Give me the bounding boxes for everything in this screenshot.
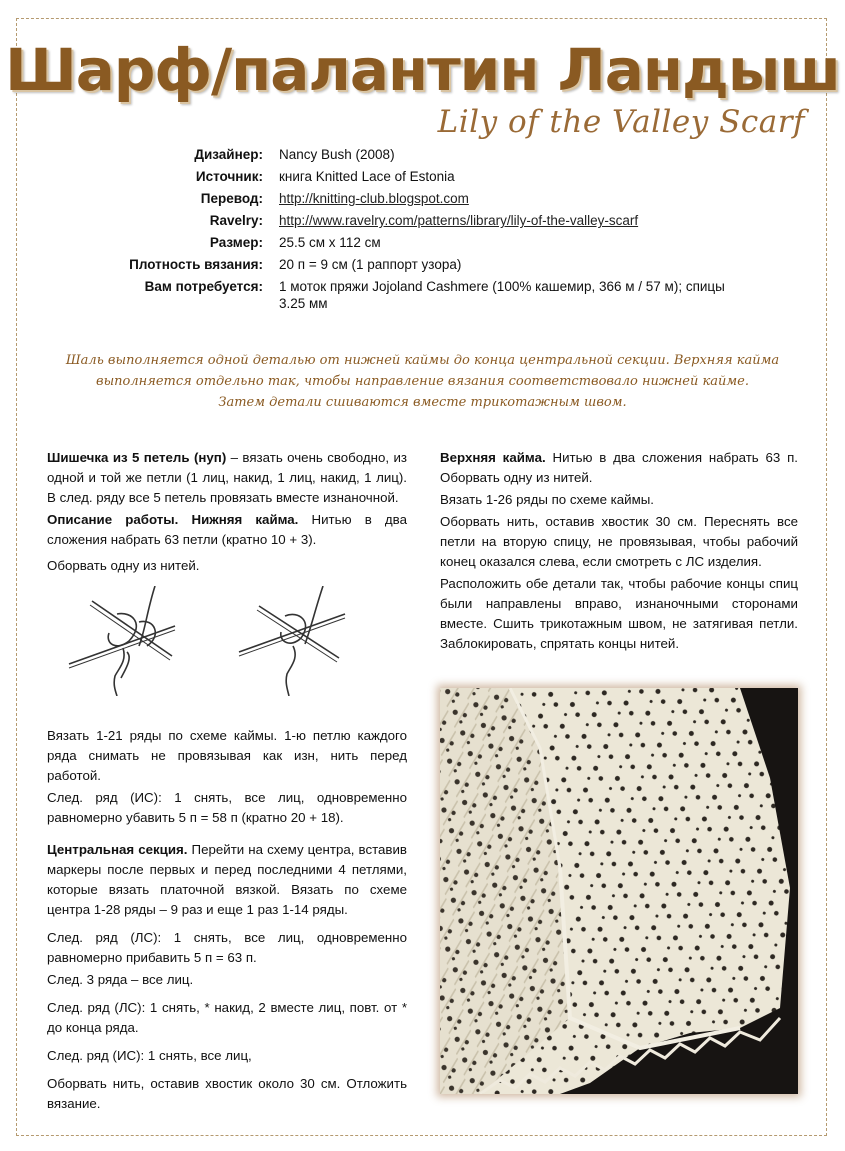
info-label: Плотность вязания: bbox=[129, 257, 263, 272]
nup-heading: Шишечка из 5 петель (нуп) bbox=[47, 450, 227, 465]
page-title: Шарф/палантин Ландыш bbox=[5, 36, 840, 104]
intro-text bbox=[40, 350, 805, 413]
info-value: книга Knitted Lace of Estonia bbox=[279, 169, 455, 184]
central-paragraph bbox=[47, 840, 407, 920]
info-label: Ravelry: bbox=[209, 213, 263, 228]
ravelry-link[interactable]: http://www.ravelry.com/patterns/library/lily-of-the-valley-scarf bbox=[279, 213, 639, 228]
translation-link[interactable]: http://knitting-club.blogspot.com bbox=[279, 191, 469, 206]
scarf-image-icon bbox=[440, 688, 798, 1094]
central-heading: Центральная секция. bbox=[47, 842, 188, 857]
top-border-paragraph bbox=[440, 448, 798, 488]
info-value: Nancy Bush (2008) bbox=[279, 147, 395, 162]
info-row-source bbox=[0, 168, 845, 185]
top-rows-paragraph: Вязать 1-26 ряды по схеме каймы. bbox=[440, 492, 654, 507]
info-label: Размер: bbox=[209, 235, 263, 250]
info-label: Дизайнер: bbox=[194, 147, 263, 162]
info-value: 25.5 см х 112 см bbox=[279, 235, 381, 250]
needle-diagram-icon bbox=[47, 586, 407, 696]
intro-line: Шаль выполняется одной деталью от нижней каймы до конца центральной секции. Верхняя кайма bbox=[65, 353, 780, 368]
knit-rows-paragraph: След. 3 ряда – все лиц. bbox=[47, 972, 194, 987]
top-border-heading: Верхняя кайма. bbox=[440, 450, 546, 465]
intro-line: выполняется отдельно так, чтобы направление вязания соответствовало нижней кайме. bbox=[96, 374, 749, 389]
nup-paragraph bbox=[47, 448, 407, 508]
info-label: Источник: bbox=[195, 169, 263, 184]
finish-paragraph: Оборвать нить, оставив хвостик около 30 см. Отложить вязание. bbox=[47, 1076, 407, 1111]
central-text: Перейти на схему центра, вставив маркеры после первых и перед последними 4 петлями, которые вязать платочной вязкой. Вязать по схеме центра 1-28 ряды – 9 раз и еще 1 раз 1-14 ряды. bbox=[47, 842, 407, 917]
yo-row-paragraph: След. ряд (ЛС): 1 снять, * накид, 2 вместе лиц, повт. от * до конца ряда. bbox=[47, 1000, 407, 1035]
info-value: 20 п = 9 см (1 раппорт узора) bbox=[279, 257, 462, 272]
transfer-paragraph: Оборвать нить, оставив хвостик 30 см. Переснять все петли на вторую спицу, не провязывая, чтобы рабочий конец оказался слева, если смотреть с ЛС изделия. bbox=[440, 514, 798, 569]
info-row-ravelry bbox=[0, 212, 845, 229]
info-row-gauge bbox=[0, 256, 845, 273]
break-thread-text: Оборвать одну из нитей. bbox=[47, 558, 200, 573]
description-paragraph bbox=[47, 510, 407, 550]
page-subtitle: Lily of the Valley Scarf bbox=[437, 104, 805, 140]
info-row-translation bbox=[0, 190, 845, 207]
info-label: Перевод: bbox=[200, 191, 263, 206]
intro-line: Затем детали сшиваются вместе трикотажным швом. bbox=[218, 395, 627, 410]
info-row-designer bbox=[0, 146, 845, 163]
nup-text: – вязать очень свободно, из одной и той же петли (1 лиц, накид, 1 лиц, накид, 1 лиц). В след. ряду все 5 петель провязать вместе изнаночной. bbox=[47, 450, 407, 505]
decrease-paragraph: След. ряд (ИС): 1 снять, все лиц, одновременно равномерно убавить 5 п = 58 п (кратно 20 + 18). bbox=[47, 790, 407, 825]
right-column bbox=[440, 448, 798, 656]
info-value: 1 моток пряжи Jojoland Cashmere (100% кашемир, 366 м / 57 м); спицы 3.25 мм bbox=[279, 279, 725, 311]
graft-paragraph: Расположить обе детали так, чтобы рабочие концы спиц были направлены вправо, изнаночными сторонами вместе. Сшить трикотажным швом, не затягивая петли. Заблокировать, спрятать концы нитей. bbox=[440, 576, 798, 651]
info-label: Вам потребуется: bbox=[144, 279, 263, 294]
scarf-photo bbox=[440, 688, 798, 1094]
info-table bbox=[0, 146, 845, 317]
left-column bbox=[47, 448, 407, 1116]
description-heading: Описание работы. Нижняя кайма. bbox=[47, 512, 299, 527]
info-row-size bbox=[0, 234, 845, 251]
ws-row-paragraph: След. ряд (ИС): 1 снять, все лиц, bbox=[47, 1048, 252, 1063]
top-border-text: Нитью в два сложения набрать 63 п. Оборвать одну из нитей. bbox=[440, 450, 798, 485]
rows-paragraph: Вязать 1-21 ряды по схеме каймы. 1-ю петлю каждого ряда снимать не провязывая как изн, нить перед работой. bbox=[47, 728, 407, 783]
description-text: Нитью в два сложения набрать 63 петли (кратно 10 + 3). bbox=[47, 512, 407, 547]
knitting-illustration bbox=[47, 586, 407, 696]
increase-paragraph: След. ряд (ЛС): 1 снять, все лиц, одновременно равномерно прибавить 5 п = 63 п. bbox=[47, 930, 407, 965]
info-row-materials bbox=[0, 278, 845, 312]
